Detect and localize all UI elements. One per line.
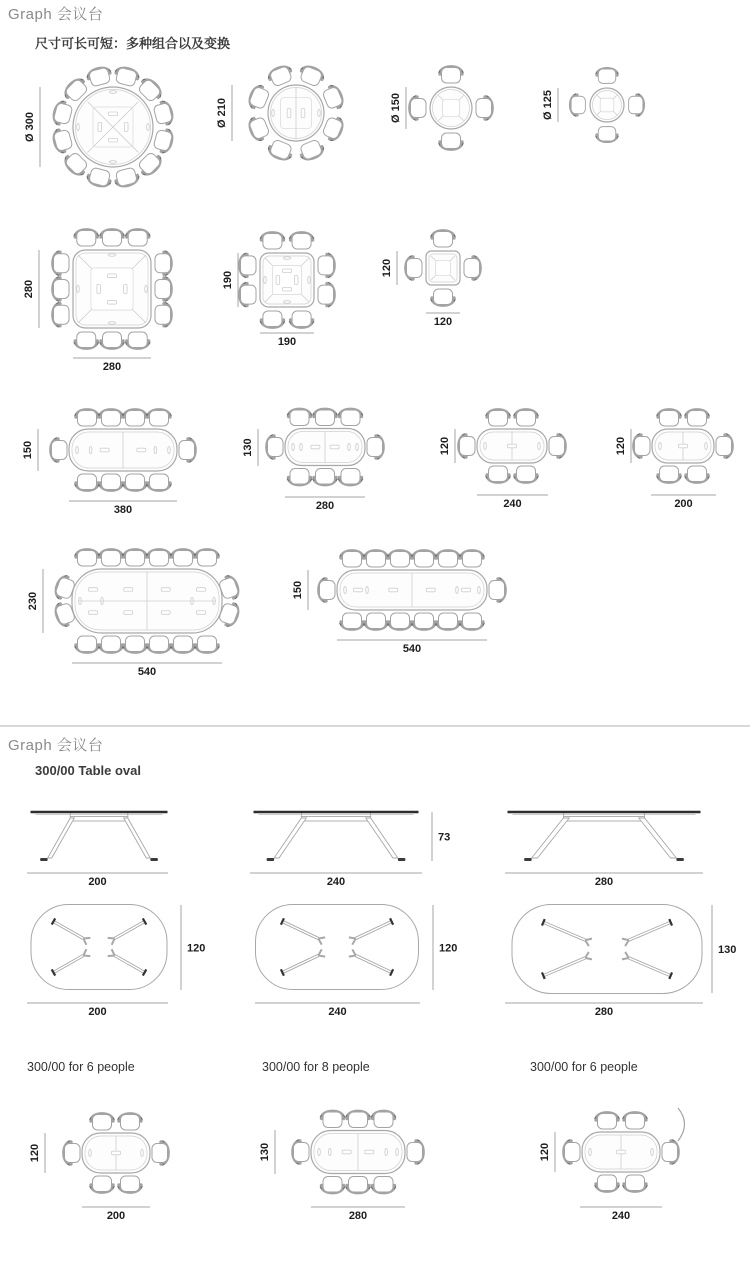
chair bbox=[388, 551, 413, 567]
dimension-label: 130 bbox=[242, 438, 254, 457]
dimension-label: 120 bbox=[539, 1142, 551, 1162]
chair bbox=[85, 166, 113, 188]
dimension-label: 280 bbox=[102, 361, 122, 373]
diagram-oval-200 bbox=[615, 410, 732, 510]
diagram-oval-540-150 bbox=[292, 551, 505, 655]
chair bbox=[489, 578, 505, 603]
dimension-label: 120 bbox=[29, 1143, 41, 1163]
chair bbox=[52, 99, 74, 127]
dimension-label: 540 bbox=[137, 666, 157, 678]
dimension-label: 280 bbox=[594, 876, 614, 888]
chair bbox=[596, 69, 619, 84]
diagram-side-200 bbox=[27, 812, 168, 888]
diagram-round-150 bbox=[390, 67, 492, 149]
chair bbox=[112, 66, 140, 88]
diagram-square-190 bbox=[222, 233, 334, 348]
chair bbox=[564, 1140, 580, 1165]
chair bbox=[260, 233, 285, 249]
chair bbox=[75, 550, 100, 566]
dimension-label: 280 bbox=[23, 279, 35, 299]
chair bbox=[155, 277, 171, 302]
dimension-label: 150 bbox=[22, 440, 34, 460]
chair bbox=[125, 332, 150, 348]
chair bbox=[431, 289, 456, 305]
dimension-label: 130 bbox=[259, 1142, 271, 1162]
dimension-label: Ø 300 bbox=[24, 112, 36, 142]
chair bbox=[152, 1141, 168, 1166]
chair bbox=[287, 409, 312, 425]
chair bbox=[75, 636, 100, 652]
dimension-label: 230 bbox=[27, 591, 39, 611]
chair bbox=[716, 434, 732, 459]
chair bbox=[338, 409, 363, 425]
diagram-meet-280 bbox=[259, 1111, 423, 1222]
dimension-label: 73 bbox=[438, 831, 451, 844]
dimension-label: 240 bbox=[503, 498, 522, 510]
chair bbox=[100, 332, 125, 348]
chair bbox=[99, 550, 124, 566]
chair bbox=[320, 1177, 345, 1193]
chair bbox=[623, 1175, 648, 1191]
dimension-label: 150 bbox=[292, 580, 304, 600]
variant-label-6-people-2: 300/00 for 6 people bbox=[530, 1060, 638, 1074]
diagram-partial-chair bbox=[678, 1108, 685, 1141]
chair bbox=[171, 550, 196, 566]
diagram-round-300 bbox=[24, 66, 174, 189]
chair bbox=[436, 551, 461, 567]
chair bbox=[147, 474, 172, 490]
chair bbox=[74, 230, 99, 246]
diagram-top-240 bbox=[255, 905, 457, 1019]
chair bbox=[125, 230, 150, 246]
diagram-side-240 bbox=[250, 812, 450, 888]
chair bbox=[287, 469, 312, 485]
dimension-label: 280 bbox=[348, 1210, 368, 1222]
dimension-label: 200 bbox=[674, 498, 693, 510]
variant-label-8-people: 300/00 for 8 people bbox=[262, 1060, 370, 1074]
chair bbox=[464, 256, 480, 281]
dimension-label: 120 bbox=[187, 942, 206, 955]
chair bbox=[657, 466, 682, 482]
diagram-meet-200 bbox=[29, 1114, 168, 1222]
chair bbox=[595, 1175, 620, 1191]
section2-title: Graph 会议台 bbox=[8, 737, 104, 754]
chair bbox=[171, 636, 196, 652]
chair bbox=[486, 466, 511, 482]
chair bbox=[367, 435, 383, 460]
chair bbox=[195, 550, 220, 566]
diagram-side-280 bbox=[505, 812, 703, 888]
diagram-top-200 bbox=[27, 905, 205, 1019]
chair bbox=[123, 636, 148, 652]
chair bbox=[313, 409, 338, 425]
chair bbox=[297, 138, 326, 162]
chair bbox=[364, 551, 389, 567]
dimension-label: Ø 210 bbox=[216, 98, 228, 128]
chair bbox=[74, 332, 99, 348]
chair bbox=[53, 302, 69, 327]
dimension-label: 280 bbox=[594, 1006, 614, 1018]
chair bbox=[364, 613, 389, 629]
chair bbox=[289, 233, 314, 249]
variant-label-6-people: 300/00 for 6 people bbox=[27, 1060, 135, 1074]
dimension-label: Ø 150 bbox=[390, 93, 402, 123]
dimension-label: Ø 125 bbox=[542, 90, 554, 120]
chair bbox=[514, 410, 539, 426]
chair bbox=[321, 114, 345, 143]
diagram-top-280 bbox=[505, 905, 736, 1019]
dimension-label: 130 bbox=[718, 944, 737, 956]
chair bbox=[90, 1176, 115, 1192]
chair bbox=[313, 469, 338, 485]
chair bbox=[51, 438, 67, 463]
chair bbox=[99, 636, 124, 652]
chair bbox=[412, 613, 437, 629]
chair bbox=[476, 96, 492, 121]
chair bbox=[338, 469, 363, 485]
chair bbox=[147, 410, 172, 426]
chair bbox=[321, 83, 345, 112]
chair bbox=[152, 99, 174, 127]
dimension-label: 190 bbox=[222, 270, 234, 290]
chair bbox=[53, 251, 69, 276]
dimension-label: 200 bbox=[106, 1210, 126, 1222]
section1-title: Graph 会议台 bbox=[8, 6, 104, 23]
chair bbox=[155, 302, 171, 327]
chair bbox=[99, 474, 124, 490]
diagram-square-280 bbox=[23, 230, 171, 373]
chair bbox=[260, 311, 285, 327]
section1-subtitle: 尺寸可长可短：多种组合以及变换 bbox=[35, 36, 231, 51]
chair bbox=[100, 230, 125, 246]
chair bbox=[346, 1177, 371, 1193]
chair bbox=[152, 126, 174, 154]
dimension-label: 190 bbox=[277, 336, 297, 348]
chair bbox=[118, 1176, 143, 1192]
dimension-label: 380 bbox=[113, 504, 133, 516]
section2-subtitle: 300/00 Table oval bbox=[35, 763, 141, 778]
chair bbox=[318, 253, 334, 278]
chair bbox=[436, 613, 461, 629]
chair bbox=[412, 551, 437, 567]
chair bbox=[319, 578, 335, 603]
chair bbox=[371, 1177, 396, 1193]
diagram-oval-380 bbox=[22, 410, 195, 516]
chair bbox=[685, 410, 710, 426]
diagram-oval-280 bbox=[242, 409, 383, 512]
dimension-label: 240 bbox=[611, 1210, 631, 1222]
chair bbox=[240, 253, 256, 278]
chair bbox=[123, 474, 148, 490]
chair bbox=[320, 1111, 345, 1127]
diagram-round-210 bbox=[216, 64, 345, 162]
chair bbox=[460, 551, 485, 567]
chair bbox=[247, 114, 271, 143]
chair bbox=[629, 94, 644, 117]
chair bbox=[267, 435, 283, 460]
chair bbox=[118, 1114, 143, 1130]
chair bbox=[123, 410, 148, 426]
chair bbox=[240, 282, 256, 307]
chair bbox=[195, 636, 220, 652]
dimension-label: 240 bbox=[326, 876, 346, 888]
dimension-label: 120 bbox=[439, 436, 451, 456]
chair bbox=[75, 474, 100, 490]
chair bbox=[486, 410, 511, 426]
diagram-oval-240 bbox=[439, 410, 565, 510]
chair bbox=[460, 613, 485, 629]
chair bbox=[266, 138, 295, 162]
chair bbox=[596, 127, 619, 142]
chair bbox=[64, 1141, 80, 1166]
chair bbox=[112, 166, 140, 188]
chair bbox=[634, 434, 650, 459]
chair bbox=[247, 83, 271, 112]
dimension-label: 120 bbox=[439, 942, 458, 955]
dimension-label: 200 bbox=[88, 876, 107, 888]
chair bbox=[371, 1111, 396, 1127]
chair bbox=[155, 251, 171, 276]
dimension-label: 120 bbox=[433, 316, 453, 328]
chair bbox=[52, 126, 74, 154]
chair bbox=[340, 551, 365, 567]
chair bbox=[99, 410, 124, 426]
chair bbox=[85, 66, 113, 88]
chair bbox=[571, 94, 586, 117]
chair bbox=[289, 311, 314, 327]
dimension-label: 240 bbox=[328, 1006, 347, 1018]
dimension-label: 540 bbox=[402, 643, 422, 655]
chair bbox=[657, 410, 682, 426]
chair bbox=[90, 1114, 115, 1130]
chair bbox=[293, 1140, 309, 1165]
chair bbox=[406, 256, 422, 281]
chair bbox=[439, 67, 464, 83]
chair bbox=[340, 613, 365, 629]
chair bbox=[318, 282, 334, 307]
dimension-label: 120 bbox=[615, 436, 627, 456]
chair bbox=[179, 438, 195, 463]
dimension-label: 280 bbox=[315, 500, 335, 512]
diagram-square-120 bbox=[381, 231, 480, 328]
diagram-round-125 bbox=[542, 69, 643, 142]
chair bbox=[123, 550, 148, 566]
chair bbox=[297, 64, 326, 88]
chair bbox=[410, 96, 426, 121]
chair bbox=[346, 1111, 371, 1127]
chair bbox=[549, 434, 565, 459]
chair bbox=[75, 410, 100, 426]
chair bbox=[514, 466, 539, 482]
chair bbox=[623, 1113, 648, 1129]
dimension-label: 120 bbox=[381, 258, 393, 278]
chair bbox=[266, 64, 295, 88]
chair bbox=[459, 434, 475, 459]
chair bbox=[439, 133, 464, 149]
chair bbox=[147, 550, 172, 566]
diagram-meet-240 bbox=[539, 1113, 678, 1222]
diagram-oval-540-230 bbox=[27, 550, 241, 678]
chair bbox=[53, 277, 69, 302]
chair bbox=[388, 613, 413, 629]
chair bbox=[147, 636, 172, 652]
chair bbox=[431, 231, 456, 247]
chair bbox=[685, 466, 710, 482]
chair bbox=[595, 1113, 620, 1129]
chair bbox=[662, 1140, 678, 1165]
chair bbox=[407, 1140, 423, 1165]
dimension-label: 200 bbox=[88, 1006, 107, 1018]
